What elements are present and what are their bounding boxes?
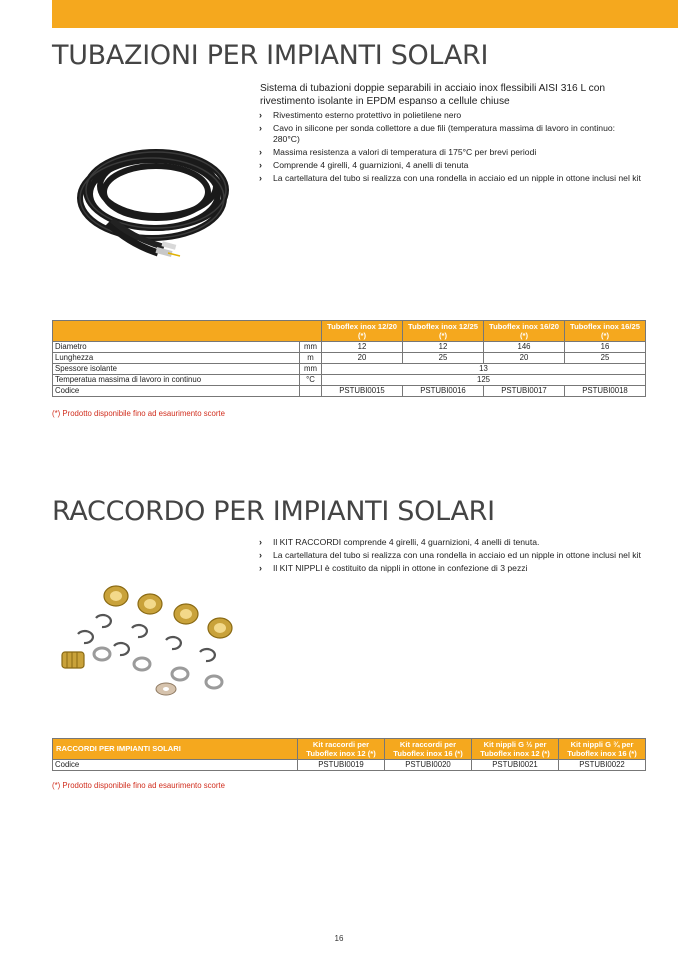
section-title-tubazioni: TUBAZIONI PER IMPIANTI SOLARI — [52, 40, 489, 71]
bullet-chevron-icon: › — [259, 173, 262, 183]
list-item: › Comprende 4 girelli, 4 guarnizioni, 4 anelli di tenuta — [259, 160, 469, 170]
feature-list-tubazioni — [259, 110, 644, 186]
list-item: › Cavo in silicone per sonda collettore a due fili (temperatura massima di lavoro in continuo: 280°C) — [259, 123, 616, 144]
list-item: › Massima resistenza a valori di temperatura di 175°C per brevi periodi — [259, 147, 537, 157]
column-header: Kit nippli G ½ per Tuboflex inox 12 (*) — [472, 739, 559, 760]
bullet-chevron-icon: › — [259, 110, 262, 120]
spec-table-raccordo — [52, 738, 646, 771]
bullet-chevron-icon: › — [259, 123, 262, 133]
column-header: Tuboflex inox 12/25 (*) — [403, 321, 484, 342]
section-title-raccordo: RACCORDO PER IMPIANTI SOLARI — [52, 496, 495, 527]
top-accent-band — [52, 0, 678, 28]
bullet-chevron-icon: › — [259, 147, 262, 157]
column-header: Tuboflex inox 12/20 (*) — [322, 321, 403, 342]
table-header-row — [53, 739, 646, 760]
list-item: › Rivestimento esterno protettivo in polietilene nero — [259, 110, 462, 120]
solar-hose-coil-image — [68, 128, 238, 273]
table-row: Codice PSTUBI0015 PSTUBI0016 PSTUBI0017 PSTUBI0018 — [53, 386, 646, 397]
spec-table-tubazioni — [52, 320, 646, 397]
column-header: Kit raccordi per Tuboflex inox 16 (*) — [385, 739, 472, 760]
section-intro-tubazioni: Sistema di tubazioni doppie separabili in acciaio inox flessibili AISI 316 L con rivestimento isolante in EPDM espanso a cellule chiuse — [260, 83, 606, 107]
bullet-chevron-icon: › — [259, 550, 262, 560]
page-number: 16 — [334, 934, 344, 943]
bullet-chevron-icon: › — [259, 537, 262, 547]
table-row: Spessore isolante mm 13 — [53, 364, 646, 375]
feature-list-raccordo — [259, 537, 644, 576]
availability-note: (*) Prodotto disponibile fino ad esaurimento scorte — [52, 409, 225, 418]
column-header: Tuboflex inox 16/20 (*) — [484, 321, 565, 342]
table-header-row — [53, 321, 646, 342]
list-item: › La cartellatura del tubo si realizza con una rondella in acciaio ed un nipple in ottone inclusi nel kit — [259, 550, 641, 560]
bullet-chevron-icon: › — [259, 160, 262, 170]
list-item: › Il KIT NIPPLI è costituito da nippli in ottone in confezione di 3 pezzi — [259, 563, 528, 573]
table-row: Diametro mm 12 12 146 16 — [53, 342, 646, 353]
table-row: Codice PSTUBI0019 PSTUBI0020 PSTUBI0021 PSTUBI0022 — [53, 760, 646, 771]
column-header: Kit nippli G ¾ per Tuboflex inox 16 (*) — [559, 739, 646, 760]
list-item: › La cartellatura del tubo si realizza con una rondella in acciaio ed un nipple in ottone inclusi nel kit — [259, 173, 641, 183]
availability-note: (*) Prodotto disponibile fino ad esaurimento scorte — [52, 781, 225, 790]
table-header-label: RACCORDI PER IMPIANTI SOLARI — [53, 739, 298, 760]
column-header: Tuboflex inox 16/25 (*) — [565, 321, 646, 342]
table-header-blank — [53, 321, 322, 342]
table-row: Lunghezza m 20 25 20 25 — [53, 353, 646, 364]
bullet-chevron-icon: › — [259, 563, 262, 573]
table-row: Temperatua massima di lavoro in continuo °C 125 — [53, 375, 646, 386]
fitting-kit-image — [58, 584, 248, 699]
column-header: Kit raccordi per Tuboflex inox 12 (*) — [298, 739, 385, 760]
list-item: › Il KIT RACCORDI comprende 4 girelli, 4 guarnizioni, 4 anelli di tenuta. — [259, 537, 540, 547]
